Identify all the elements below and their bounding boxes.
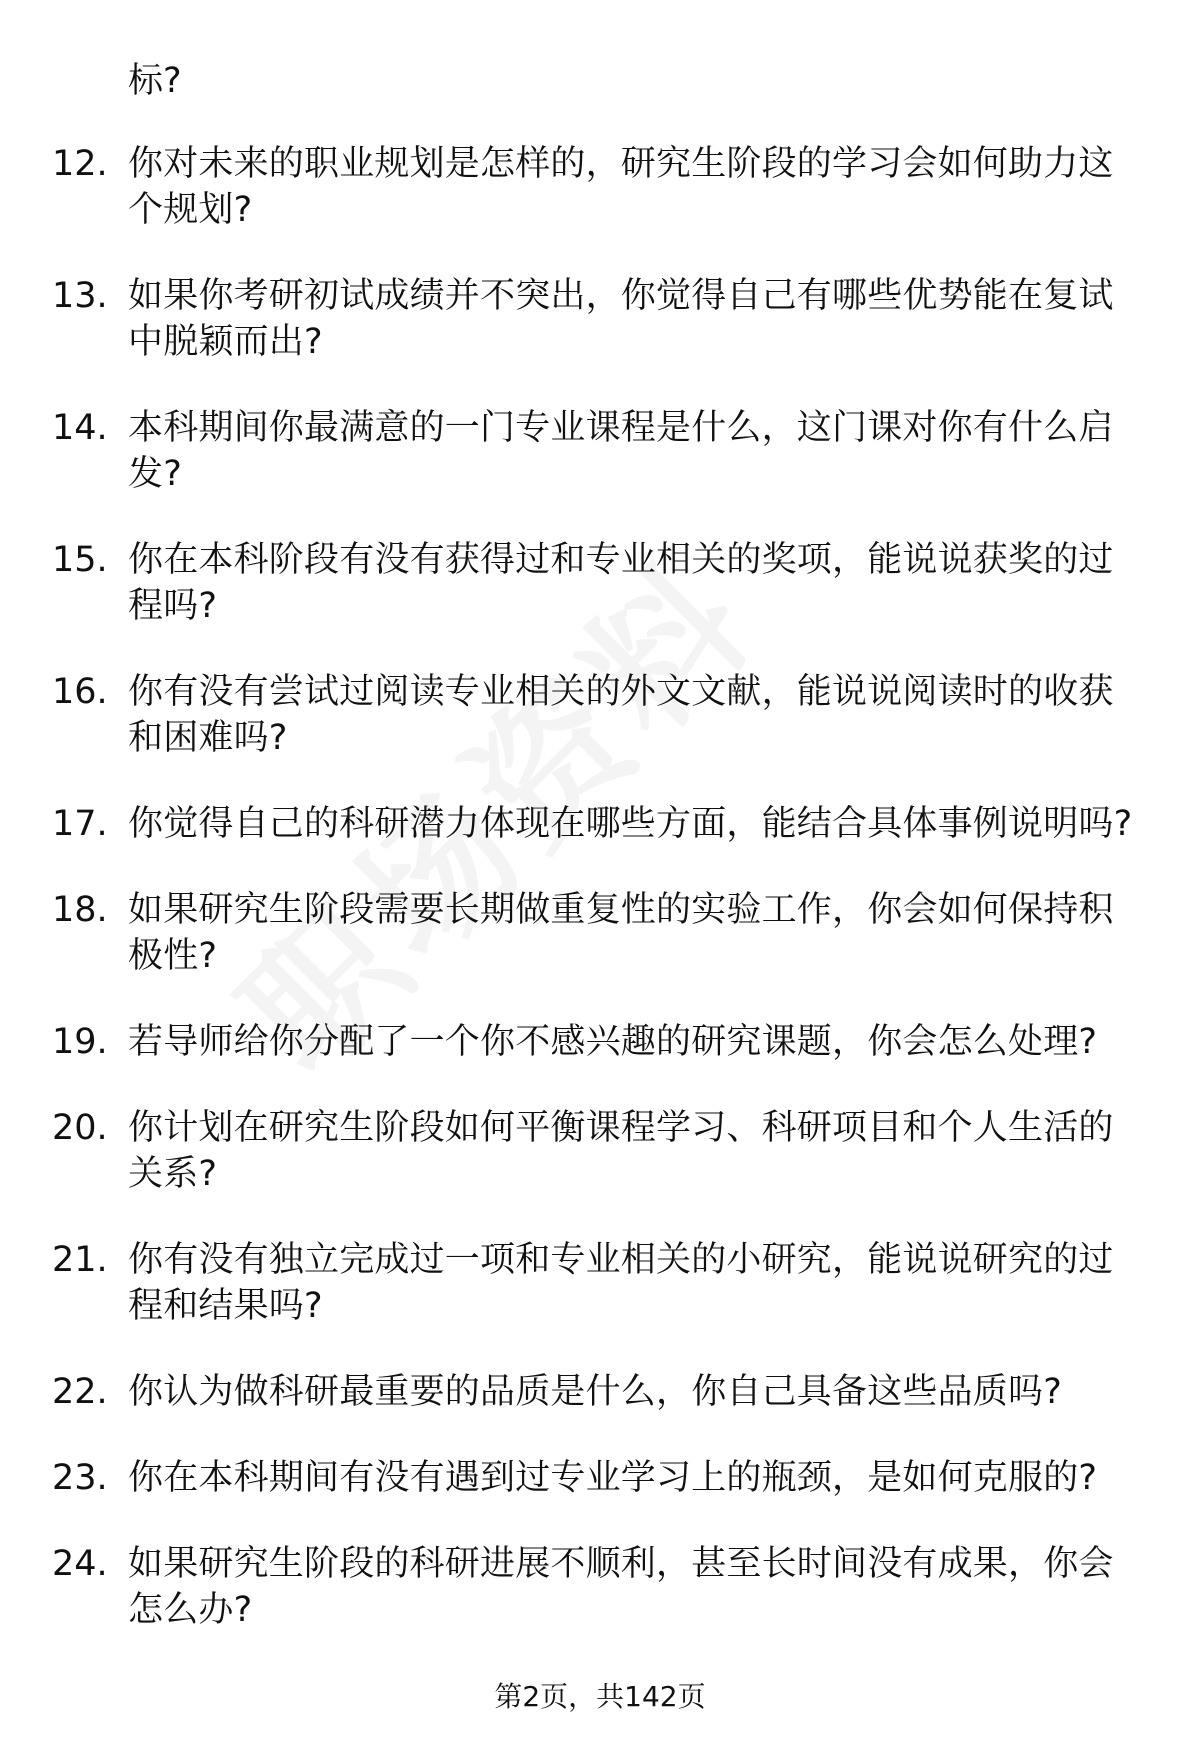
question-item bbox=[0, 669, 1200, 761]
question-list bbox=[0, 141, 1200, 1673]
question-item bbox=[0, 887, 1200, 979]
question-item bbox=[0, 537, 1200, 629]
question-text: 你有没有独立完成过一项和专业相关的小研究，能说说研究的过程和结果吗? bbox=[128, 1240, 1114, 1326]
question-number: 14. bbox=[52, 408, 108, 448]
question-text: 你觉得自己的科研潜力体现在哪些方面，能结合具体事例说明吗? bbox=[128, 804, 1133, 844]
continuation-text: 标? bbox=[128, 61, 182, 101]
question-item bbox=[0, 801, 1200, 847]
question-text: 如果研究生阶段的科研进展不顺利，甚至长时间没有成果，你会怎么办? bbox=[128, 1544, 1114, 1630]
page-number-footer: 第2页，共142页 bbox=[494, 1680, 706, 1713]
question-number: 13. bbox=[52, 276, 108, 316]
question-text: 如果你考研初试成绩并不突出，你觉得自己有哪些优势能在复试中脱颖而出? bbox=[128, 276, 1114, 362]
question-number: 21. bbox=[52, 1240, 108, 1280]
question-item bbox=[0, 1019, 1200, 1065]
question-number: 17. bbox=[52, 804, 108, 844]
question-text: 如果研究生阶段需要长期做重复性的实验工作，你会如何保持积极性? bbox=[128, 890, 1114, 976]
question-number: 12. bbox=[52, 144, 108, 184]
question-number: 24. bbox=[52, 1544, 108, 1584]
question-number: 19. bbox=[52, 1022, 108, 1062]
question-number: 23. bbox=[52, 1458, 108, 1498]
question-number: 16. bbox=[52, 672, 108, 712]
question-item bbox=[0, 141, 1200, 233]
question-number: 22. bbox=[52, 1372, 108, 1412]
question-text: 若导师给你分配了一个你不感兴趣的研究课题，你会怎么处理? bbox=[128, 1022, 1098, 1062]
question-text: 你在本科期间有没有遇到过专业学习上的瓶颈，是如何克服的? bbox=[128, 1458, 1098, 1498]
question-item bbox=[0, 1105, 1200, 1197]
question-item bbox=[0, 273, 1200, 365]
question-text: 本科期间你最满意的一门专业课程是什么，这门课对你有什么启发? bbox=[128, 408, 1114, 494]
question-item bbox=[0, 1455, 1200, 1501]
question-text: 你认为做科研最重要的品质是什么，你自己具备这些品质吗? bbox=[128, 1372, 1062, 1412]
question-number: 20. bbox=[52, 1108, 108, 1148]
question-text: 你在本科阶段有没有获得过和专业相关的奖项，能说说获奖的过程吗? bbox=[128, 540, 1114, 626]
question-text: 你有没有尝试过阅读专业相关的外文文献，能说说阅读时的收获和困难吗? bbox=[128, 672, 1114, 758]
question-number: 15. bbox=[52, 540, 108, 580]
question-text: 你计划在研究生阶段如何平衡课程学习、科研项目和个人生活的关系? bbox=[128, 1108, 1114, 1194]
question-text: 你对未来的职业规划是怎样的，研究生阶段的学习会如何助力这个规划? bbox=[128, 144, 1114, 230]
question-item bbox=[0, 1541, 1200, 1633]
question-item bbox=[0, 1369, 1200, 1415]
question-item bbox=[0, 405, 1200, 497]
question-number: 18. bbox=[52, 890, 108, 930]
question-item bbox=[0, 1237, 1200, 1329]
